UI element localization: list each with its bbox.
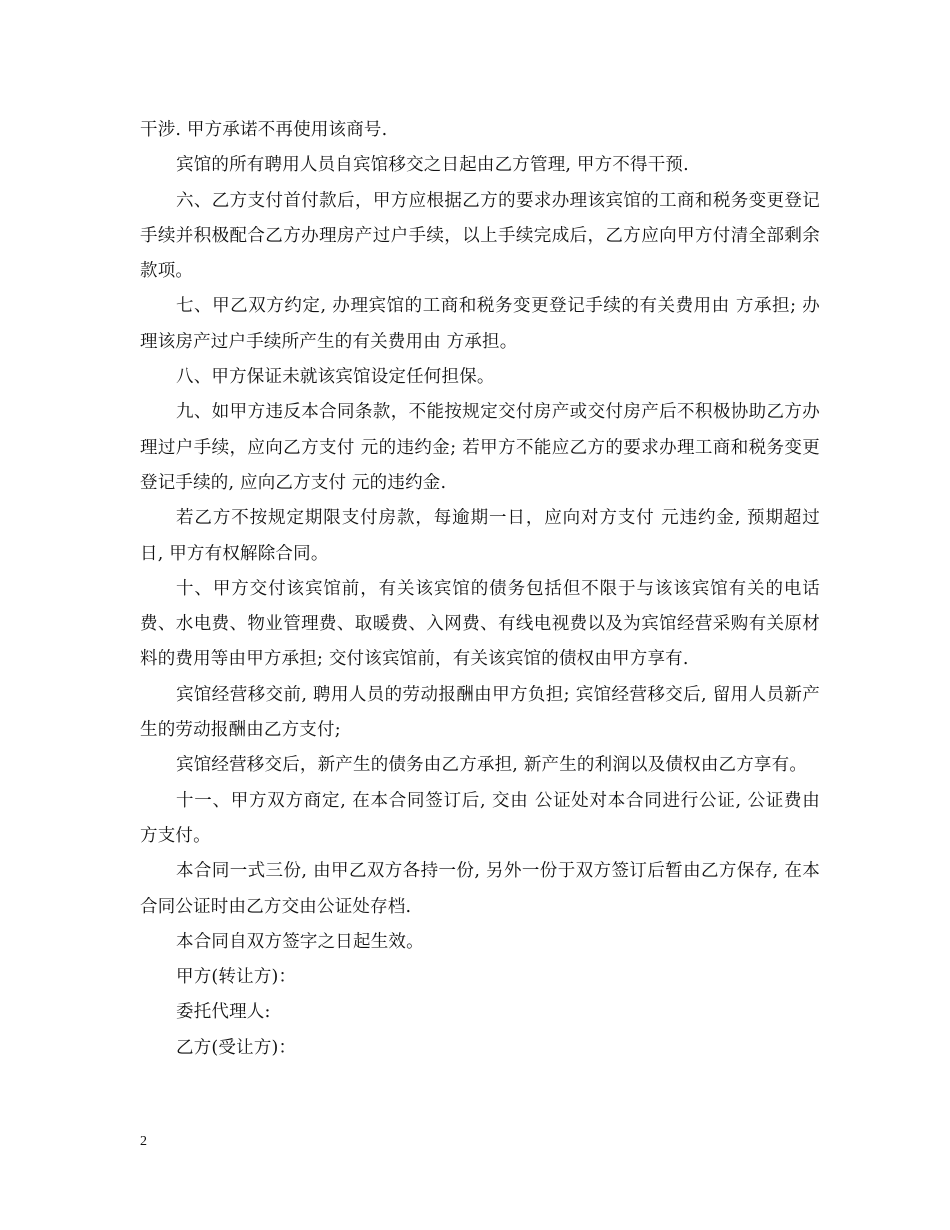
paragraph-2: 宾馆的所有聘用人员自宾馆移交之日起由乙方管理, 甲方不得干预. <box>176 155 689 176</box>
paragraph-8: 十、甲方交付该宾馆前，有关该宾馆的债务包括但不限于与该该宾馆有关的电话费、水电费、物业管理费、取暖费、入网费、有线电视费以及为宾馆经营采购有关原材料的费用等由甲方承担; 交付该宾馆前，有关该宾馆的债权由甲方享有. <box>140 578 820 670</box>
signature-agent: 委托代理人: <box>176 1002 271 1023</box>
paragraph-13: 本合同自双方签字之日起生效。 <box>176 931 424 952</box>
paragraph-10: 宾馆经营移交后，新产生的债务由乙方承担, 新产生的利润以及债权由乙方享有。 <box>176 755 808 776</box>
signature-party-a: 甲方(转让方)： <box>176 967 297 988</box>
page-number: 2 <box>140 1134 147 1149</box>
paragraph-6: 九、如甲方违反本合同条款，不能按规定交付房产或交付房产后不积极协助乙方办理过户手续，应向乙方支付 元的违约金; 若甲方不能应乙方的要求办理工商和税务变更登记手续的, 应向乙方支付 元的违约金. <box>140 402 820 493</box>
paragraph-12: 本合同一式三份, 由甲乙双方各持一份, 另外一份于双方签订后暂由乙方保存, 在本合同公证时由乙方交由公证处存档. <box>140 861 820 917</box>
paragraph-5: 八、甲方保证未就该宾馆设定任何担保。 <box>176 367 495 388</box>
paragraph-3: 六、乙方支付首付款后，甲方应根据乙方的要求办理该宾馆的工商和税务变更登记手续并积极配合乙方办理房产过户手续，以上手续完成后，乙方应向甲方付清全部剩余款项。 <box>140 190 820 282</box>
paragraph-11: 十一、甲方双方商定, 在本合同签订后, 交由 公证处对本合同进行公证, 公证费由 方支付。 <box>140 790 820 846</box>
paragraph-4: 七、甲乙双方约定, 办理宾馆的工商和税务变更登记手续的有关费用由 方承担; 办理该房产过户手续所产生的有关费用由 方承担。 <box>140 296 820 352</box>
signature-party-b: 乙方(受让方)： <box>176 1037 297 1058</box>
paragraph-1: 干涉. 甲方承诺不再使用该商号. <box>140 120 388 140</box>
contract-body <box>140 113 820 1066</box>
paragraph-7: 若乙方不按规定期限支付房款，每逾期一日，应向对方支付 元违约金, 预期超过 日, 甲方有权解除合同。 <box>140 508 820 564</box>
paragraph-9: 宾馆经营移交前, 聘用人员的劳动报酬由甲方负担; 宾馆经营移交后, 留用人员新产生的劳动报酬由乙方支付; <box>140 684 820 741</box>
